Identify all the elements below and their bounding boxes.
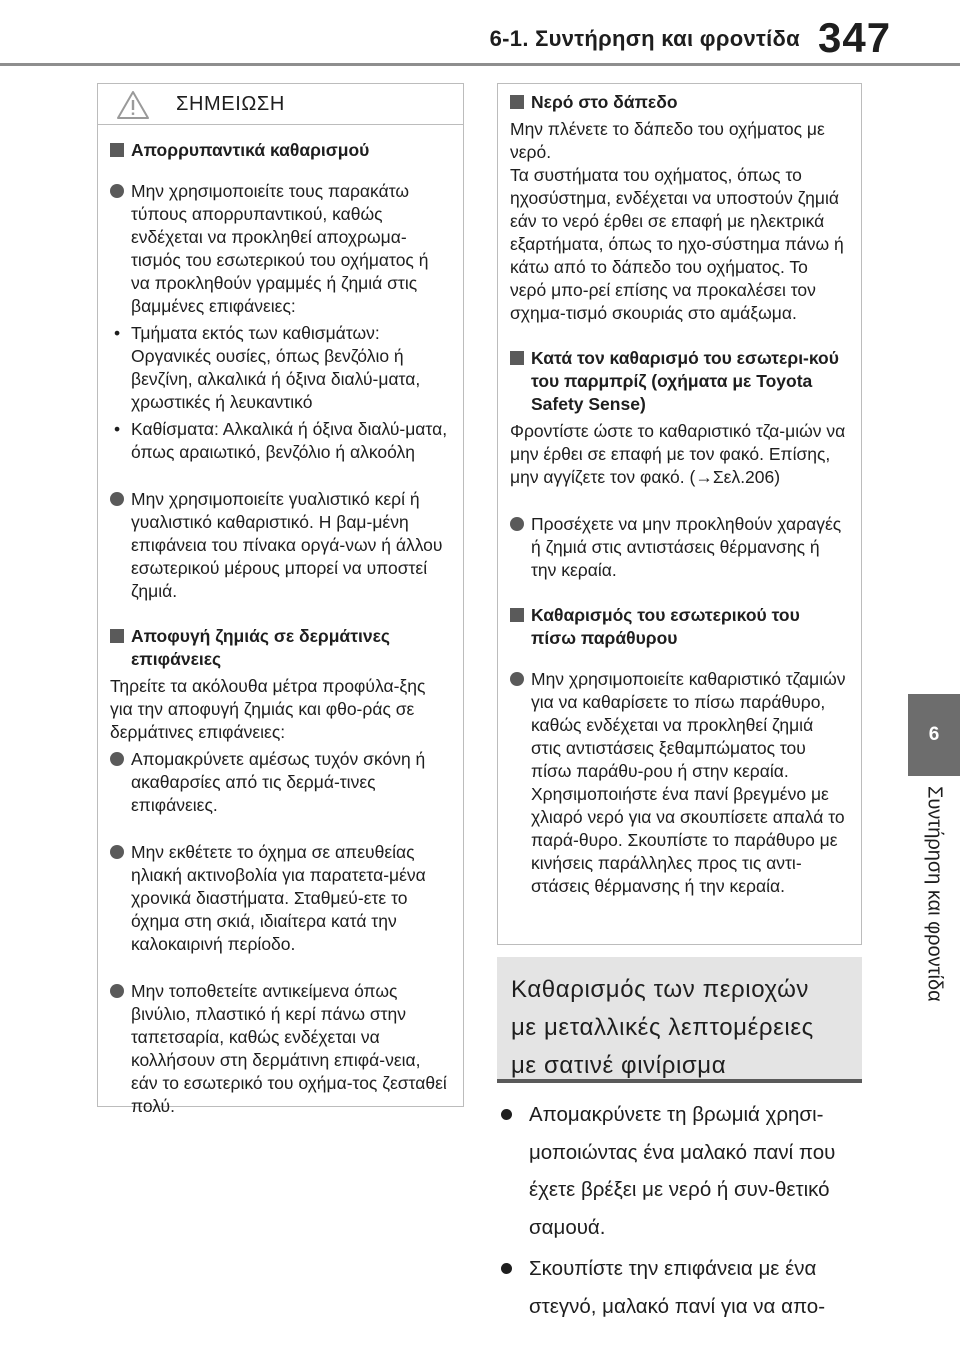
paragraph: Τα συστήματα του οχήματος, όπως το ηχοσύστημα, ενδέχεται να υποστούν ζημιά εάν το νερό έρθει σε επαφή με ηλεκτρικά εξαρτήματα, όπως το ηχο-σύστημα πάνω ή κάτω από το δάπεδο του οχήματος. Το νερό μπο-ρεί επίσης να προκαλέσει τον σχημα-τισμό σκουριάς στο αμάξωμα. — [510, 165, 844, 323]
section-title: 6-1. Συντήρηση και φροντίδα — [489, 26, 800, 51]
circle-bullet-icon — [110, 184, 124, 198]
section-heading: Καθαρισμός του εσωτερικού του πίσω παράθυρου — [510, 604, 847, 650]
sub-list-item: • Καθίσματα: Αλκαλικά ή όξινα διαλύ-ματα, όπως αραιωτικό, βενζόλιο ή αλκοόλη — [114, 419, 448, 462]
section-heading: Νερό στο δάπεδο — [510, 91, 847, 114]
list-item: Προσέχετε να μην προκληθούν χαραγές ή ζημιά στις αντιστάσεις θέρμανσης ή την κεραία. — [510, 513, 847, 582]
square-bullet-icon — [510, 608, 524, 622]
section-heading: Κατά τον καθαρισμό του εσωτερι-κού του παρμπρίζ (οχήματα με Toyota Safety Sense) — [510, 347, 847, 416]
paragraph: Μην πλένετε το δάπεδο του οχήματος με νερό. — [510, 119, 825, 162]
square-bullet-icon — [510, 351, 524, 365]
banner-line: με σατινέ φινίρισμα — [511, 1052, 727, 1079]
note-title: ΣΗΜΕΙΩΣΗ — [176, 93, 285, 115]
paragraph: Φροντίστε ώστε το καθαριστικό τζα-μιών να μην έρθει σε επαφή με τον φακό. Επίσης, μην αγγίζετε τον φακό. (→Σελ.206) — [510, 421, 846, 487]
section-heading: Απορρυπαντικά καθαρισμού — [110, 139, 449, 162]
banner-line: Καθαρισμός των περιοχών — [511, 976, 810, 1003]
square-bullet-icon — [510, 95, 524, 109]
list-item: Μην χρησιμοποιείτε καθαριστικό τζαμιών για να καθαρίσετε το πίσω παράθυρο, καθώς ενδέχεται να προκληθεί ζημιά στις αντιστάσεις ξεθαμπώματος του πίσω παράθυ-ρου ή στην κεραία. Χρησιμοποιήστε ένα πανί βρεγμένο με χλιαρό νερό για να σκουπίσετε απαλά το παρά-θυρο. Σκουπίστε το παράθυρο με κινήσεις παράλληλες προς τις αντι-στάσεις θέρμανσης ή την κεραία. — [510, 668, 847, 898]
main-list-item: Σκουπίστε την επιφάνεια με ένα στεγνό, μαλακό πανί για να απο- — [497, 1250, 867, 1325]
chapter-tab-number: 6 — [908, 694, 960, 776]
note-box-right — [497, 83, 862, 945]
circle-bullet-icon — [110, 752, 124, 766]
circle-bullet-icon — [110, 984, 124, 998]
section-heading: Αποφυγή ζημιάς σε δερμάτινες επιφάνειες — [110, 625, 449, 671]
note-header — [98, 84, 463, 125]
warning-triangle-icon — [116, 90, 150, 120]
chapter-tab-title: Συντήρηση και φροντίδα — [923, 786, 946, 1002]
banner-line: με μεταλλικές λεπτομέρειες — [511, 1014, 814, 1041]
list-item: Απομακρύνετε αμέσως τυχόν σκόνη ή ακαθαρσίες από τις δερμά-τινες επιφάνειες. — [110, 748, 449, 817]
sub-list-item: • Τμήματα εκτός των καθισμάτων: Οργανικές ουσίες, όπως βενζόλιο ή βενζίνη, αλκαλικά ή όξινα διαλύ-ματα, χρωστικές ή λευκαντικό — [114, 323, 421, 412]
bullet-dot-icon — [501, 1263, 512, 1274]
circle-bullet-icon — [510, 672, 524, 686]
square-bullet-icon — [110, 629, 124, 643]
list-item: Μην χρησιμοποιείτε γυαλιστικό κερί ή γυαλιστικό καθαριστικό. Η βαμ-μένη επιφάνεια του πίνακα οργά-νων ή άλλου εσωτερικού μέρους μπορεί να υποστεί ζημιά. — [110, 488, 449, 603]
circle-bullet-icon — [110, 845, 124, 859]
main-list — [497, 1096, 867, 1329]
square-bullet-icon — [110, 143, 124, 157]
bullet-dot-icon — [501, 1109, 512, 1120]
circle-bullet-icon — [110, 492, 124, 506]
note-box-left — [97, 83, 464, 1116]
paragraph: Τηρείτε τα ακόλουθα μέτρα προφύλα-ξης για την αποφυγή ζημιάς και φθο-ράς σε δερμάτινες επιφάνειες: — [110, 676, 426, 742]
circle-bullet-icon — [510, 517, 524, 531]
list-item: Μην τοποθετείτε αντικείμενα όπως βινύλιο, πλαστικό ή κερί πάνω στην ταπετσαρία, καθώς ενδέχεται να κολλήσουν στη δερμάτινη επιφά-νεια, εάν το εσωτερικό του οχήμα-τος ζεσταθεί πολύ. — [110, 980, 449, 1118]
list-item: Μην χρησιμοποιείτε τους παρακάτω τύπους απορρυπαντικού, καθώς ενδέχεται να προκληθεί αποχρωμα-τισμός του εσωτερικού του οχήματος ή να προκληθούν γραμμές ή ζημιά στις βαμμένες επιφάνειες: — [110, 180, 449, 318]
list-item: Μην εκθέτετε το όχημα σε απευθείας ηλιακή ακτινοβολία για παρατετα-μένα χρονικά διαστήματα. Σταθμεύ-ετε το όχημα στη σκιά, ιδιαίτερα κατά την καλοκαιρινή περίοδο. — [110, 841, 449, 956]
page-number: 347 — [818, 14, 892, 61]
header-divider — [0, 63, 960, 66]
main-list-item: Απομακρύνετε τη βρωμιά χρησι-μοποιώντας ένα μαλακό πανί που έχετε βρέξει με νερό ή συν-θετικό σαμουά. — [497, 1096, 867, 1246]
section-banner — [497, 957, 862, 1083]
